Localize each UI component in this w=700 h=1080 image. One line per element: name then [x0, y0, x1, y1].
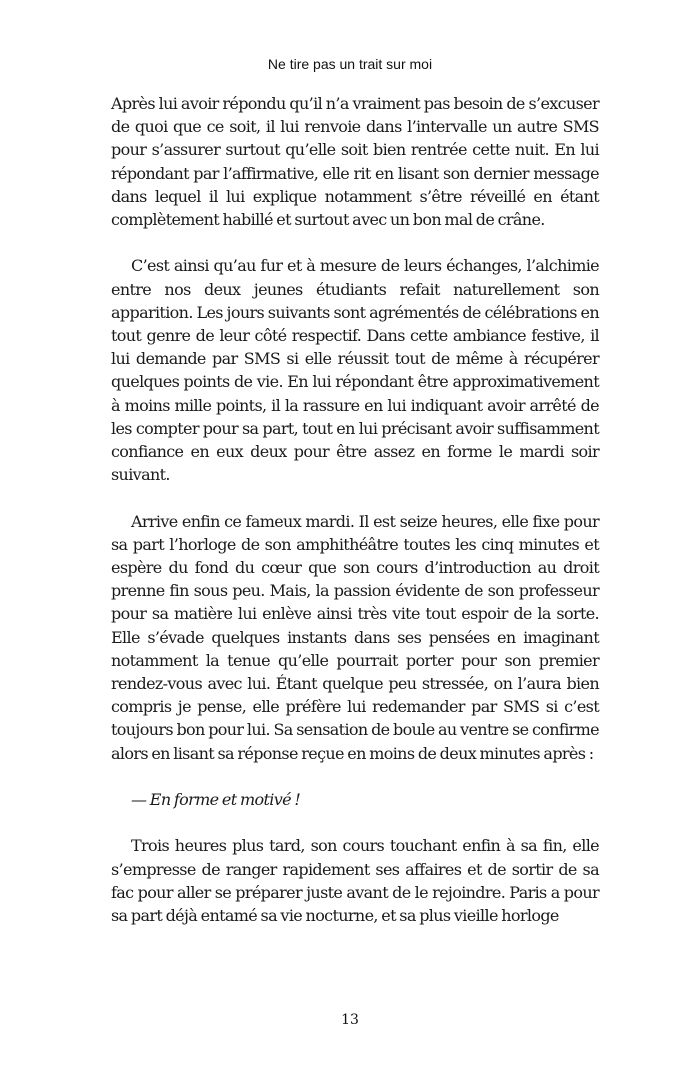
page-number: 13	[341, 1012, 359, 1028]
paragraph-3: Arrive enfin ce fameux mardi. Il est seize heures, elle fixe pour sa part l’horloge de son amphithéâtre toutes les cinq minutes et espère du fond du cœur que son cours d’introduction au droit prenne fin sous peu. Mais, la passion évidente de son professeur pour sa matière lui enlève ainsi très vite tout espoir de la sorte. Elle s’évade quelques instants dans ses pensées en imaginant notamment la tenue qu’elle pourrait porter pour son premier rendez-vous avec lui. Étant quelque peu stressée, on l’aura bien compris je pense, elle préfère lui redemander par SMS si c’est toujours bon pour lui. Sa sensation de boule au ventre se confirme alors en lisant sa réponse reçue en moins de deux minutes après :	[111, 511, 599, 763]
paragraph-4: Trois heures plus tard, son cours touchant enfin à sa fin, elle s’empresse de ranger rapidement ses affaires et de sortir de sa fac pour aller se préparer juste avant de le rejoindre. Paris a pour sa part déjà entamé sa vie nocturne, et sa plus vieille horloge	[111, 836, 599, 926]
body-text	[111, 92, 599, 927]
dialogue-line: — En forme et motivé !	[131, 790, 301, 810]
paragraph-1: Après lui avoir répondu qu’il n’a vraiment pas besoin de s’excuser de quoi que ce soit, il lui renvoie dans l’intervalle un autre SMS pour s’assurer surtout qu’elle soit bien rentrée cette nuit. En lui répondant par l’affirmative, elle rit en lisant son dernier message dans lequel il lui explique notamment s’être réveillé en étant complètement habillé et surtout avec un bon mal de crâne.	[111, 94, 599, 230]
running-title: Ne tire pas un trait sur moi	[267, 56, 433, 72]
paragraph-2: C’est ainsi qu’au fur et à mesure de leurs échanges, l’alchimie entre nos deux jeunes étudiants refait naturellement son apparition. Les jours suivants sont agrémentés de célébrations en tout genre de leur côté respectif. Dans cette ambiance festive, il lui demande par SMS si elle réussit tout de même à récupérer quelques points de vie. En lui répondant être approximativement à moins mille points, il la rassure en lui indiquant avoir arrêté de les compter pour sa part, tout en lui précisant avoir suffisamment confiance en eux deux pour être assez en forme le mardi soir suivant.	[111, 256, 599, 485]
